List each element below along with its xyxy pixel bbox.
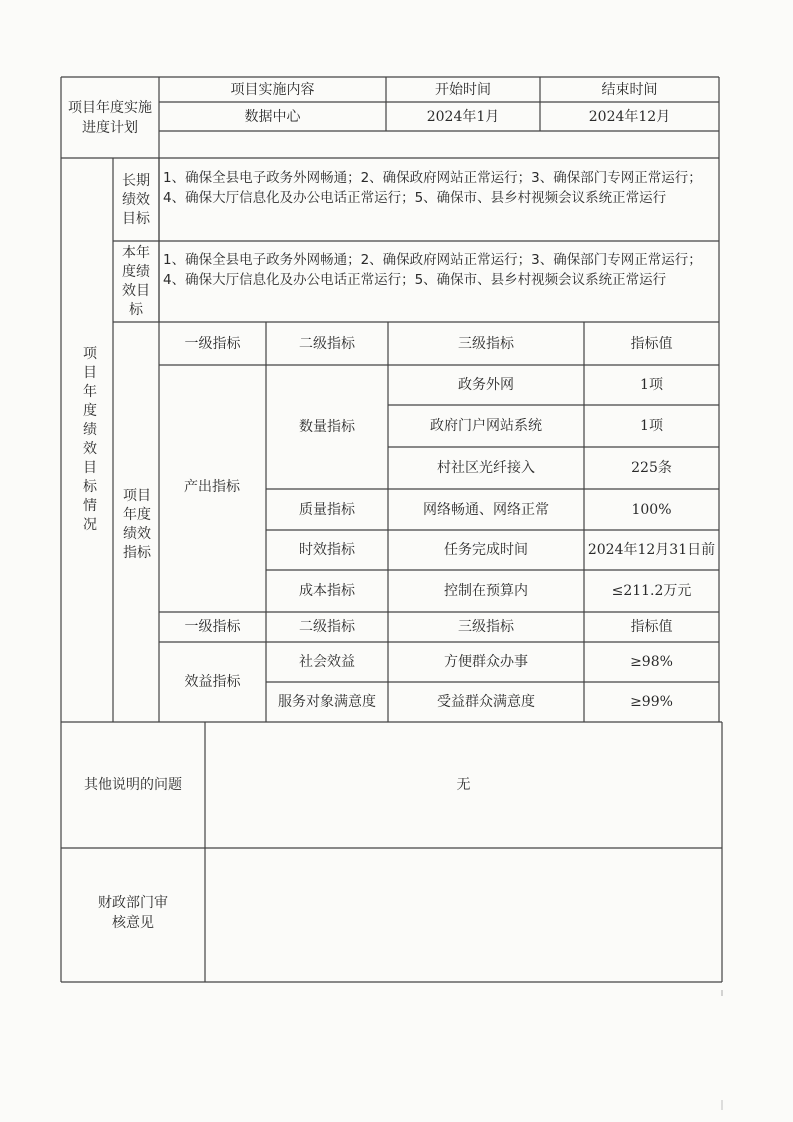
- benefit-row-1-l3: 受益群众满意度: [437, 694, 535, 710]
- output-row-1-value: 1项: [640, 418, 663, 434]
- finance-opinion-area[interactable]: [205, 848, 722, 982]
- perf-section-label: 项目年度绩效目标情况: [83, 346, 97, 533]
- other-label: 其他说明的问题: [84, 777, 182, 793]
- benefit-row-1-l2: 服务对象满意度: [278, 694, 376, 710]
- output-row-2-value: 225条: [631, 460, 672, 476]
- plan-end: 2024年12月: [588, 108, 671, 125]
- header-level1: 一级指标: [184, 335, 241, 352]
- plan-col-end: 结束时间: [601, 81, 658, 98]
- other-value: 无: [456, 777, 471, 793]
- header2-level2: 二级指标: [299, 619, 355, 635]
- benefit-row-0-value: ≥98%: [630, 654, 673, 670]
- header2-value: 指标值: [630, 619, 673, 635]
- benefit-row-0-l3: 方便群众办事: [444, 654, 528, 670]
- output-row-4-l3: 任务完成时间: [444, 542, 528, 558]
- quantity-level2: 数量指标: [299, 419, 355, 435]
- output-row-0-l3: 政务外网: [458, 377, 514, 393]
- cost-level2: 成本指标: [299, 583, 355, 599]
- header-level2: 二级指标: [299, 335, 355, 352]
- output-row-3-l3: 网络畅通、网络正常: [423, 501, 549, 518]
- plan-start: 2024年1月: [426, 108, 500, 125]
- header2-level1: 一级指标: [184, 619, 241, 635]
- output-row-0-value: 1项: [640, 377, 663, 393]
- plan-col-start: 开始时间: [435, 81, 491, 98]
- annual-label: 本年度绩效目标: [122, 245, 150, 318]
- scan-mark: [721, 1100, 723, 1110]
- scan-mark: [721, 990, 723, 996]
- long-term-text: 1、确保全县电子政务外网畅通；2、确保政府网站正常运行；3、确保部门专网正常运行；4、确保大厅信息化及办公电话正常运行；5、确保市、县乡村视频会议系统正常运行: [163, 170, 702, 206]
- quality-level2: 质量指标: [299, 501, 355, 518]
- long-term-label: 长期绩效目标: [122, 172, 150, 227]
- annual-text: 1、确保全县电子政务外网畅通；2、确保政府网站正常运行；3、确保部门专网正常运行；4、确保大厅信息化及办公电话正常运行；5、确保市、县乡村视频会议系统正常运行: [163, 252, 702, 288]
- plan-content: 数据中心: [244, 108, 301, 125]
- output-row-3-value: 100%: [631, 501, 672, 518]
- benefit-row-1-value: ≥99%: [630, 694, 673, 710]
- header-level3: 三级指标: [458, 335, 514, 352]
- plan-col-content: 项目实施内容: [230, 81, 315, 98]
- output-row-5-value: ≤211.2万元: [611, 583, 692, 599]
- finance-label: 财政部门审核意见: [98, 895, 168, 931]
- indicator-label: 项目年度绩效指标: [123, 488, 151, 561]
- output-row-1-l3: 政府门户网站系统: [430, 418, 542, 434]
- output-level1: 产出指标: [184, 479, 240, 495]
- output-row-4-value: 2024年12月31日前: [587, 542, 716, 558]
- header2-level3: 三级指标: [458, 619, 514, 635]
- timeliness-level2: 时效指标: [299, 542, 355, 558]
- benefit-level1: 效益指标: [184, 674, 241, 690]
- header-value: 指标值: [630, 335, 673, 352]
- benefit-row-0-l2: 社会效益: [299, 654, 355, 670]
- plan-row-label: 项目年度实施进度计划: [68, 99, 152, 136]
- output-row-5-l3: 控制在预算内: [444, 583, 528, 599]
- output-row-2-l3: 村社区光纤接入: [437, 460, 535, 476]
